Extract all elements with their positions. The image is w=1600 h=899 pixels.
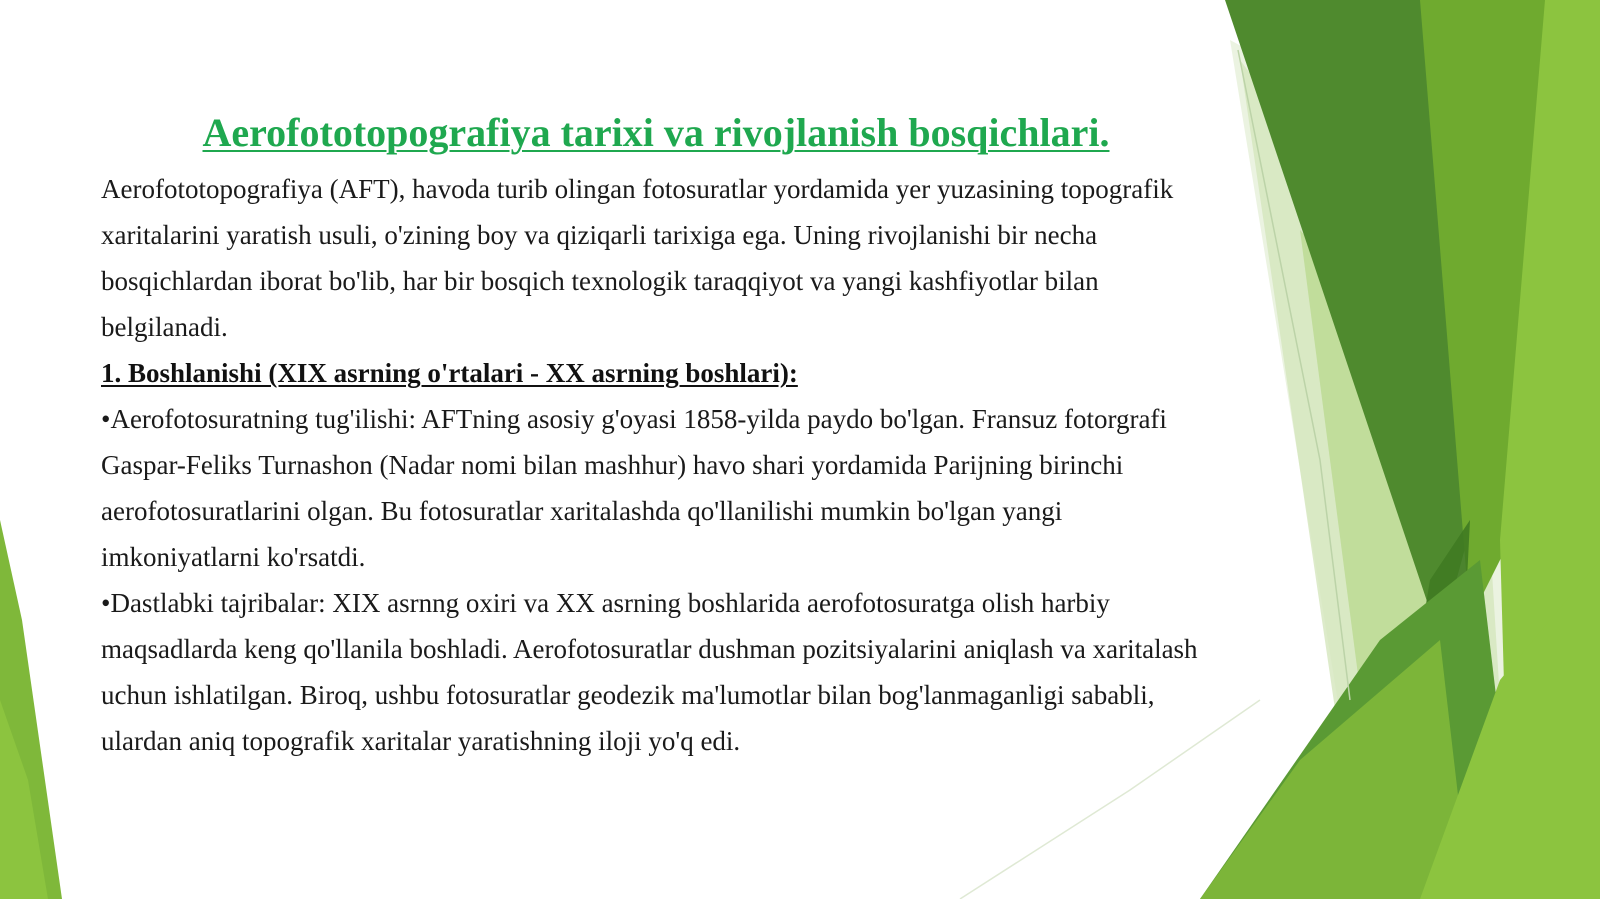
intro-paragraph: Aerofototopografiya (AFT), havoda turib olingan fotosuratlar yordamida yer yuzasining topografik xaritalarini yaratish usuli, o'zining boy va qiziqarli tarixiga ega. Uning rivojlanishi bir necha bosqichlardan iborat bo'lib, har bir bosqich texnologik taraqqiyot va yangi kashfiyotlar bilan belgilanadi. [101, 174, 1174, 342]
slide-content [101, 106, 1211, 764]
section-heading: 1. Boshlanishi (XIX asrning o'rtalari - XX asrning boshlari): [101, 358, 798, 388]
slide-title: Aerofototopografiya tarixi va rivojlanish bosqichlari. [202, 110, 1110, 155]
bullet-paragraph: •Dastlabki tajribalar: XIX asrnng oxiri va XX asrning boshlarida aerofotosuratga olish harbiy maqsadlarda keng qo'llanila boshladi. Aerofotosuratlar dushman pozitsiyalarini aniqlash va xaritalash uchun ishlatilgan. Biroq, ushbu fotosuratlar geodezik ma'lumotlar bilan bog'lanmaganligi sababli, ulardan aniq topografik xaritalar yaratishning iloji yo'q edi. [101, 588, 1198, 756]
bullet-paragraph: •Aerofotosuratning tug'ilishi: AFTning asosiy g'oyasi 1858-yilda paydo bo'lgan. Fransuz fotorgrafi Gaspar-Feliks Turnashon (Nadar nomi bilan mashhur) havo shari yordamida Parijning birinchi aerofotosuratlarini olgan. Bu fotosuratlar xaritalashda qo'llanilishi mumkin bo'lgan yangi imkoniyatlarni ko'rsatdi. [101, 404, 1167, 572]
